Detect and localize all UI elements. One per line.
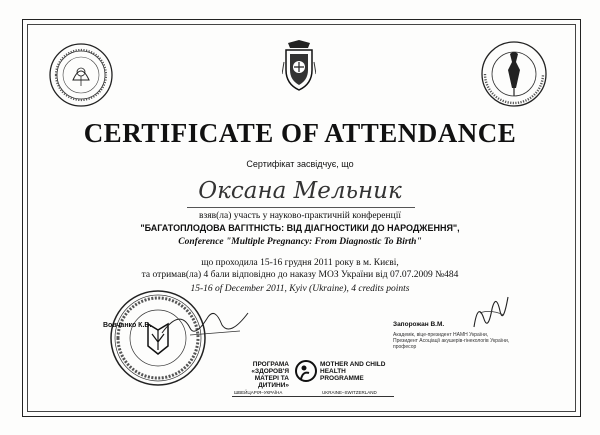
obstetricians-association-logo [480,40,548,108]
right-signatory-name: Запорожан В.М. [393,321,445,328]
right-signatory-title-2: Президент Асоціації акушерів-гінекологів України, [393,338,510,344]
program-ua-line1: ПРОГРАМА [252,361,289,368]
program-en-country: UKRAINE–SWITZERLAND [322,390,377,395]
name-underline [187,207,415,208]
credits-line-ua: та отримав(ла) 4 бали відповідно до наказу МОЗ України від 07.07.2009 №484 [141,270,459,280]
program-en-line1: MOTHER AND CHILD [320,361,386,368]
left-signature [160,303,250,343]
program-ua-country: ШВЕЙЦАРІЯ–УКРАЇНА [234,390,283,395]
right-signature [470,291,510,333]
left-signatory-name: Вовчанко К.В. [103,322,152,329]
association-seal-logo [48,42,114,108]
conference-title-en: Conference "Multiple Pregnancy: From Diagnostic To Birth" [178,237,422,247]
university-crest-logo [282,40,316,92]
conference-dates-ua: що проходила 15-16 грудня 2011 року в м. Києві, [201,258,399,268]
program-ua-label [229,361,289,389]
program-ua-line3: МАТЕРІ ТА ДИТИНИ» [254,375,289,389]
program-en-label [320,361,385,382]
conference-dates-en: 15-16 of December 2011, Kyiv (Ukraine), 4 credits points [190,284,410,294]
certificate-title: CERTIFICATE OF ATTENDANCE [83,118,517,148]
program-divider [232,396,394,397]
right-signatory-title-1: Академік, віце-президент НАМН України, [393,332,489,338]
recipient-name: Оксана Мельник [198,178,402,204]
participation-line: взяв(ла) участь у науково-практичній конференції [199,211,401,221]
conference-title-ua: "БАГАТОПЛОДОВА ВАГІТНІСТЬ: ВІД ДІАГНОСТИКИ ДО НАРОДЖЕННЯ", [140,223,460,233]
mother-child-program-icon [295,360,317,384]
right-signatory-title-3: професор [393,344,417,350]
program-en-line2: HEALTH [320,368,346,375]
program-en-line3: PROGRAMME [320,375,364,382]
certificate-subtitle: Сертифікат засвідчує, що [246,159,354,169]
program-ua-line2: «ЗДОРОВ'Я [251,368,289,375]
